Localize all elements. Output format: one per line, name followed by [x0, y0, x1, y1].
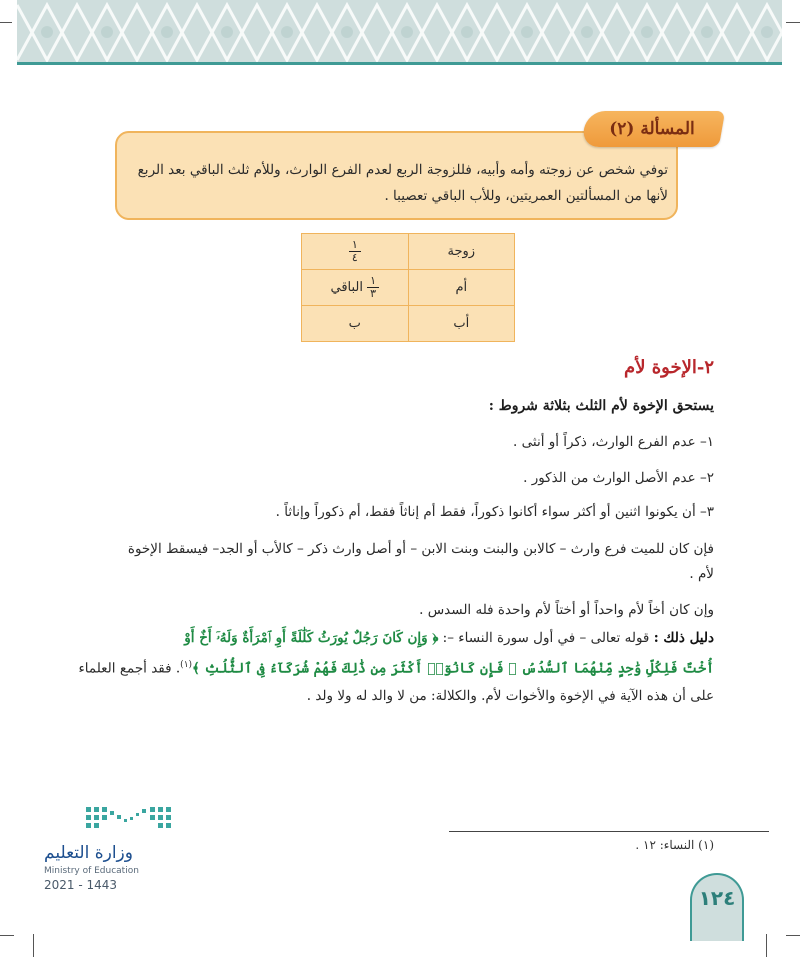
- conditions-intro: يستحق الإخوة لأم الثلث بثلاثة شروط :: [488, 398, 714, 414]
- share-cell: [302, 270, 409, 306]
- header-ornament: [17, 0, 782, 62]
- problem-text-line-2: لأنها من المسألتين العمريتين، وللأب الباقي تعصيبا .: [384, 188, 668, 204]
- condition-1: ١– عدم الفرع الوارث، ذكراً أو أنثى .: [513, 434, 714, 450]
- heirs-table: [301, 233, 515, 342]
- heir-cell: زوجة: [408, 234, 514, 270]
- paragraph-1-line-2: لأم .: [689, 566, 714, 582]
- crop-mark: [766, 934, 767, 957]
- fraction: [349, 239, 361, 264]
- page-number: ١٢٤: [698, 886, 736, 910]
- table-row: [302, 306, 515, 342]
- evidence-line-1: [184, 630, 714, 646]
- crop-mark: [786, 22, 800, 23]
- fraction-denominator: ٤: [351, 251, 358, 264]
- footnote-reference: (١): [180, 660, 193, 670]
- evidence-label: دليل ذلك :: [653, 630, 714, 646]
- ministry-logo-icon: [86, 803, 182, 839]
- ministry-name-arabic: وزارة التعليم: [44, 843, 133, 863]
- footnote-rule: [449, 831, 769, 832]
- crop-mark: [33, 934, 34, 957]
- paragraph-1-line-1: فإن كان للميت فرع وارث – كالابن والبنت وبنت الابن – أو أصل وارث ذكر – كالأب أو الجد– فيسقط الإخوة: [127, 541, 714, 557]
- share-suffix: الباقي: [330, 280, 363, 295]
- ministry-name-english: Ministry of Education: [44, 866, 139, 876]
- fraction-numerator: ١: [349, 239, 361, 252]
- quran-verse-part-2: أُخْتٌ فَلِكُلِّ وَٰحِدٍ مِّنْهُمَا ٱلسُّدُسُ ۚ فَإِن كَانُوٓا۟ أَكْثَرَ مِن ذَٰلِكَ فَهُمْ شُرَكَآءُ فِى ٱلثُّلُثِ ﴾: [192, 660, 714, 677]
- footnote: (١) النساء: ١٢ .: [635, 838, 714, 852]
- share-cell: ب: [302, 306, 409, 342]
- header-rule: [17, 62, 782, 65]
- evidence-line-3: على أن هذه الآية في الإخوة والأخوات لأم. والكلالة: من لا والد له ولا ولد .: [306, 688, 714, 704]
- problem-text-line-1: توفي شخص عن زوجته وأمه وأبيه، فللزوجة الربع لعدم الفرع الوارث، وللأم ثلث الباقي بعد الربع: [137, 162, 668, 178]
- table-row: [302, 234, 515, 270]
- quran-verse-part-1: ﴿ وَإِن كَانَ رَجُلٌ يُورَثُ كَلَٰلَةً أَوِ ٱمْرَأَةٌ وَلَهُۥٓ أَخٌ أَوْ: [184, 630, 439, 646]
- condition-3: ٣– أن يكونوا اثنين أو أكثر سواء أكانوا ذكوراً، فقط أم إناثاً فقط، أم ذكوراً وإناثاً .: [275, 504, 714, 520]
- section-heading: ٢-الإخوة لأم: [624, 357, 714, 378]
- heir-cell: أم: [408, 270, 514, 306]
- crop-mark: [0, 22, 12, 23]
- crop-mark: [786, 935, 800, 936]
- condition-2: ٢– عدم الأصل الوارث من الذكور .: [523, 470, 714, 486]
- ministry-year: 2021 - 1443: [44, 878, 118, 892]
- table-row: [302, 270, 515, 306]
- evidence-intro: قوله تعالى – في أول سورة النساء –:: [438, 630, 654, 646]
- problem-title: المسألة (٢): [609, 119, 695, 139]
- share-cell: [302, 234, 409, 270]
- heir-cell: أب: [408, 306, 514, 342]
- fraction-denominator: ٣: [370, 287, 377, 300]
- fraction-numerator: ١: [367, 275, 379, 288]
- fraction: [367, 275, 379, 300]
- evidence-conclusion-start: . فقد أجمع العلماء: [78, 660, 181, 677]
- crop-mark: [0, 935, 14, 936]
- evidence-line-2: [78, 660, 714, 677]
- paragraph-2: وإن كان أخاً لأم واحداً أو أختاً لأم واحدة فله السدس .: [419, 602, 714, 618]
